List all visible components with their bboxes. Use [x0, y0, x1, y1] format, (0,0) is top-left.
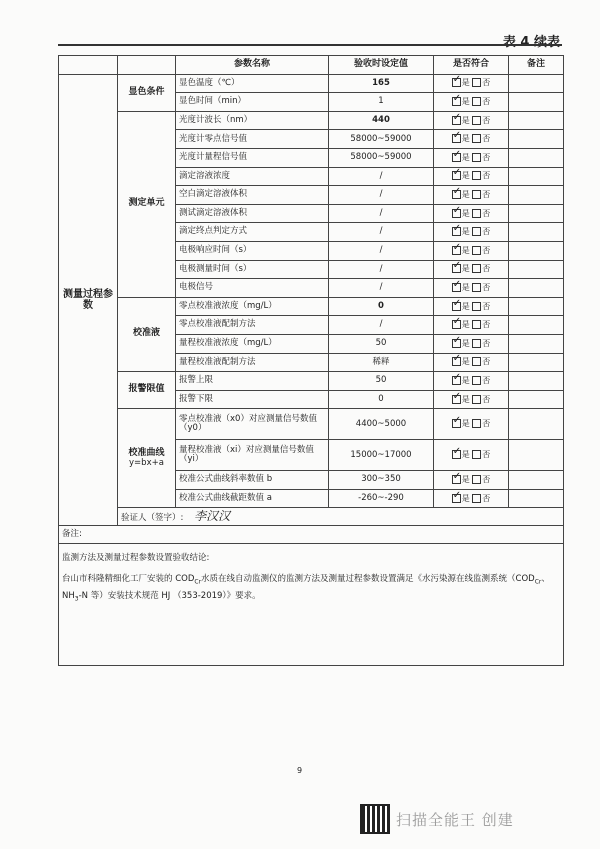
checkbox-checked-icon — [452, 209, 461, 218]
table-row: 空白滴定溶液体积 / ✓ 是 否 — [59, 186, 564, 205]
conform-cell: ✓ 是 否 — [434, 489, 509, 508]
checkbox-empty-icon — [472, 134, 481, 143]
watermark — [360, 804, 514, 834]
conform-cell: ✓ 是 否 — [434, 409, 509, 440]
checkbox-checked-icon — [452, 78, 461, 87]
checkbox-empty-icon — [472, 116, 481, 125]
parameter-table — [58, 55, 564, 666]
checkbox-checked-icon — [452, 97, 461, 106]
checkbox-empty-icon — [472, 395, 481, 404]
checkbox-empty-icon — [472, 78, 481, 87]
table-row: 校准公式曲线截距数值 a -260~-290 ✓ 是 否 — [59, 489, 564, 508]
table-row: 光度计量程信号值 58000~59000 ✓ 是 否 — [59, 148, 564, 167]
table-row: 校准曲线 y=bx+a 零点校准液（x0）对应测量信号数值（y0） 4400~5000 ✓ 是 否 — [59, 409, 564, 440]
table-header-row — [59, 56, 564, 75]
checkbox-checked-icon — [452, 339, 461, 348]
conclusion-title: 监测方法及测量过程参数设置验收结论: — [62, 553, 210, 564]
table-row: 零点校准液配制方法 / ✓ 是 否 — [59, 316, 564, 335]
checkbox-checked-icon — [452, 320, 461, 329]
col-set-value: 验收时设定值 — [329, 56, 434, 75]
checkbox-checked-icon — [452, 246, 461, 255]
watermark-text: 扫描全能王 创建 — [396, 810, 514, 829]
conform-cell: ✓ 是 否 — [434, 186, 509, 205]
conclusion-text: 台山市科隆精细化工厂安装的 $COD_{Cr}$水质在线自动监测仪的监测方法及测量过程参数设置满足《水污染源在线监测系统（$COD_{Cr}$、$NH_3-N$ 等）安装技术规范 HJ （353-2019）》要求。 — [62, 573, 550, 603]
table-row: 显色时间（min） 1 ✓ 是 否 — [59, 93, 564, 112]
table-row: 量程校准液（xi）对应测量信号数值（yi） 15000~17000 ✓ 是 否 — [59, 440, 564, 471]
checkbox-checked-icon — [452, 283, 461, 292]
checkbox-empty-icon — [472, 475, 481, 484]
conform-cell: ✓ 是 否 — [434, 334, 509, 353]
notes-row — [59, 526, 564, 544]
group-label: 校准液 — [118, 297, 176, 371]
checkbox-checked-icon — [452, 134, 461, 143]
table-row: 电极测量时间（s） / ✓ 是 否 — [59, 260, 564, 279]
conform-cell: ✓ 是 否 — [434, 260, 509, 279]
table-row: 校准液 零点校准液浓度（mg/L） 0 ✓ 是 否 — [59, 297, 564, 316]
checkbox-empty-icon — [472, 209, 481, 218]
checkbox-checked-icon — [452, 494, 461, 503]
checkbox-empty-icon — [472, 227, 481, 236]
conform-cell: ✓ 是 否 — [434, 316, 509, 335]
group-label: 报警限值 — [118, 372, 176, 409]
conform-cell: ✓ 是 否 — [434, 148, 509, 167]
checkbox-empty-icon — [472, 450, 481, 459]
conform-cell: ✓ 是 否 — [434, 93, 509, 112]
checkbox-empty-icon — [472, 419, 481, 428]
checkbox-empty-icon — [472, 246, 481, 255]
group-label: 显色条件 — [118, 74, 176, 111]
checkbox-checked-icon — [452, 450, 461, 459]
conform-cell: ✓ 是 否 — [434, 297, 509, 316]
table-row: 光度计零点信号值 58000~59000 ✓ 是 否 — [59, 130, 564, 149]
top-rule — [58, 44, 562, 46]
conform-cell: ✓ 是 否 — [434, 204, 509, 223]
conform-cell: ✓ 是 否 — [434, 241, 509, 260]
table-row: 电极信号 / ✓ 是 否 — [59, 279, 564, 298]
table-row: 测量过程参数 显色条件 显色温度（℃） 165 ✓ 是 否 — [59, 74, 564, 93]
checkbox-empty-icon — [472, 357, 481, 366]
table-row: 量程校准液配制方法 稀释 ✓ 是 否 — [59, 353, 564, 372]
checkbox-empty-icon — [472, 171, 481, 180]
conform-cell: ✓ 是 否 — [434, 353, 509, 372]
checkbox-checked-icon — [452, 153, 461, 162]
group-label: 测定单元 — [118, 111, 176, 297]
checkbox-checked-icon — [452, 264, 461, 273]
table-row: 电极响应时间（s） / ✓ 是 否 — [59, 241, 564, 260]
checkbox-checked-icon — [452, 376, 461, 385]
checkbox-checked-icon — [452, 357, 461, 366]
notes-label: 备注: — [59, 526, 564, 544]
group-label: 校准曲线 y=bx+a — [118, 409, 176, 508]
page-number: 9 — [297, 766, 303, 775]
table-row: 测定单元 光度计波长（nm） 440 ✓ 是 否 — [59, 111, 564, 130]
checkbox-checked-icon — [452, 116, 461, 125]
conform-cell: ✓ 是 否 — [434, 111, 509, 130]
checkbox-empty-icon — [472, 376, 481, 385]
conform-cell: ✓ 是 否 — [434, 390, 509, 409]
checkbox-empty-icon — [472, 264, 481, 273]
table-title: 表 4 续表 — [502, 35, 560, 50]
checkbox-checked-icon — [452, 171, 461, 180]
table-row: 报警下限 0 ✓ 是 否 — [59, 390, 564, 409]
conform-cell: ✓ 是 否 — [434, 130, 509, 149]
conform-cell: ✓ 是 否 — [434, 74, 509, 93]
section-label: 测量过程参数 — [59, 74, 118, 526]
col-param-name: 参数名称 — [176, 56, 329, 75]
checkbox-checked-icon — [452, 395, 461, 404]
col-note: 备注 — [509, 56, 564, 75]
checkbox-empty-icon — [472, 97, 481, 106]
verifier-label: 验证人（签字）: — [121, 513, 184, 524]
checkbox-checked-icon — [452, 190, 461, 199]
table-row: 滴定终点判定方式 / ✓ 是 否 — [59, 223, 564, 242]
table-row: 滴定溶液浓度 / ✓ 是 否 — [59, 167, 564, 186]
conform-cell: ✓ 是 否 — [434, 372, 509, 391]
checkbox-empty-icon — [472, 190, 481, 199]
qr-code-icon — [360, 804, 390, 834]
checkbox-empty-icon — [472, 494, 481, 503]
checkbox-checked-icon — [452, 302, 461, 311]
table-row: 报警限值 报警上限 50 ✓ 是 否 — [59, 372, 564, 391]
checkbox-checked-icon — [452, 227, 461, 236]
col-conform: 是否符合 — [434, 56, 509, 75]
conform-cell: ✓ 是 否 — [434, 223, 509, 242]
conform-cell: ✓ 是 否 — [434, 440, 509, 471]
table-row: 校准公式曲线斜率数值 b 300~350 ✓ 是 否 — [59, 471, 564, 490]
conform-cell: ✓ 是 否 — [434, 279, 509, 298]
table-row: 测试滴定溶液体积 / ✓ 是 否 — [59, 204, 564, 223]
checkbox-empty-icon — [472, 320, 481, 329]
checkbox-checked-icon — [452, 475, 461, 484]
table-row: 量程校准液浓度（mg/L） 50 ✓ 是 否 — [59, 334, 564, 353]
checkbox-empty-icon — [472, 302, 481, 311]
conform-cell: ✓ 是 否 — [434, 167, 509, 186]
checkbox-checked-icon — [452, 419, 461, 428]
checkbox-empty-icon — [472, 283, 481, 292]
verifier-row — [59, 508, 564, 526]
signature: 李汉汉 — [194, 509, 231, 524]
conform-cell: ✓ 是 否 — [434, 471, 509, 490]
checkbox-empty-icon — [472, 339, 481, 348]
checkbox-empty-icon — [472, 153, 481, 162]
conclusion-row — [59, 544, 564, 666]
